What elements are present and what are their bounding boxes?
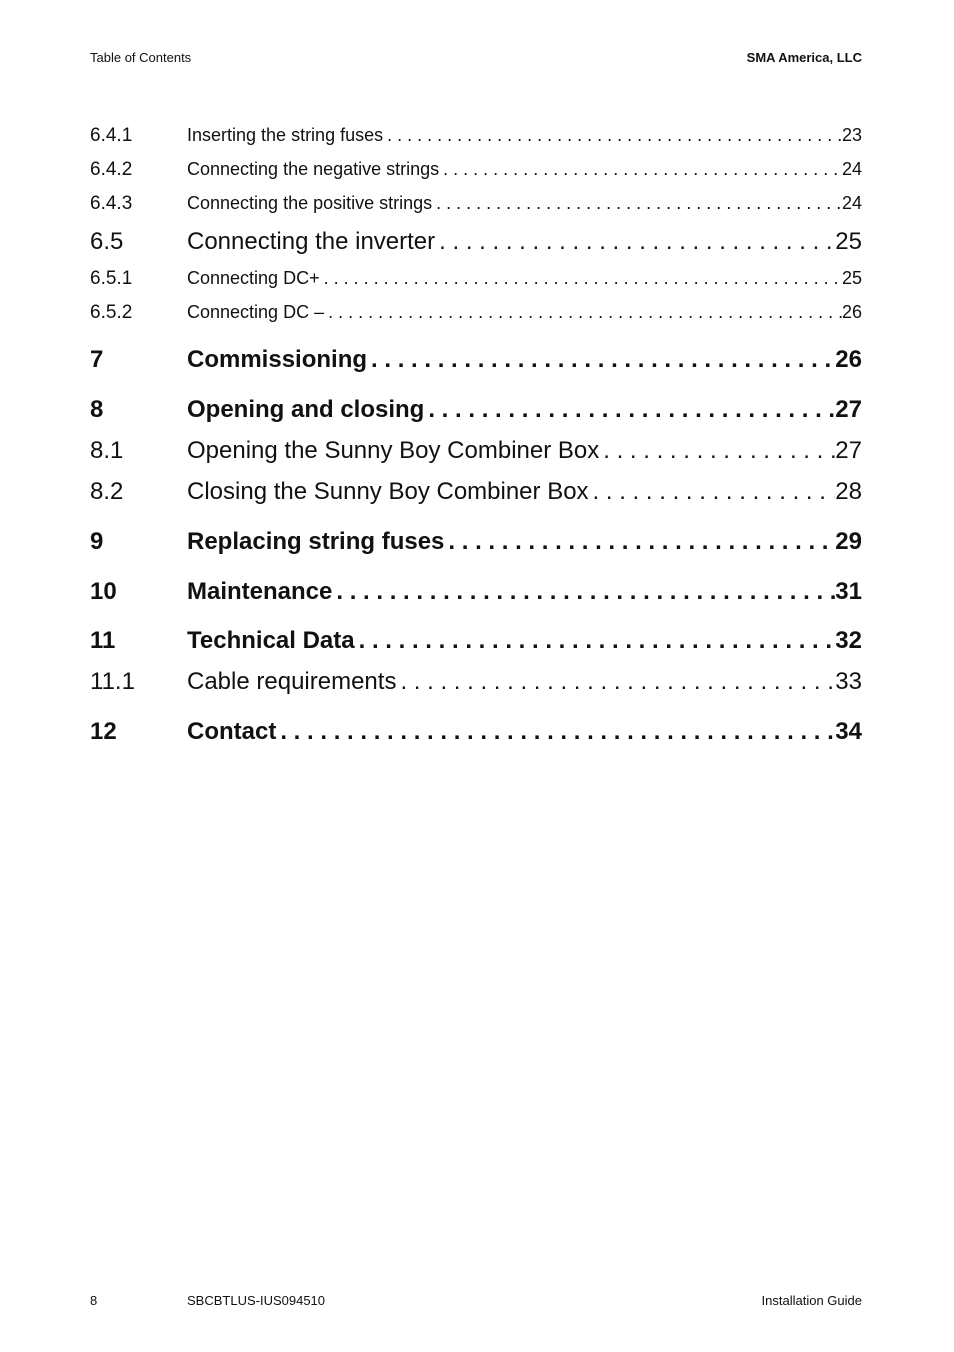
toc-entry-title: Connecting the inverter xyxy=(187,228,436,255)
toc-entry-page: 29 xyxy=(835,528,862,555)
running-header-section: Table of Contents xyxy=(90,50,192,65)
toc-entry[interactable] xyxy=(90,193,862,219)
toc-entry-page: 31 xyxy=(835,578,862,605)
toc-dot-leader xyxy=(324,302,842,323)
toc-entry-number: 9 xyxy=(90,528,104,555)
toc-entry-title: Inserting the string fuses xyxy=(187,125,384,145)
toc-dot-leader xyxy=(444,528,835,556)
toc-entry-page: 27 xyxy=(835,437,862,464)
toc-entry-title: Replacing string fuses xyxy=(187,528,445,555)
toc-dot-leader xyxy=(432,193,842,214)
toc-dot-leader xyxy=(589,478,836,506)
toc-entry-page: 26 xyxy=(835,346,862,373)
toc-entry-number: 8 xyxy=(90,396,104,423)
toc-dot-leader xyxy=(396,668,835,696)
toc-entry[interactable] xyxy=(90,528,862,560)
toc-entry[interactable] xyxy=(90,396,862,428)
toc-entry[interactable] xyxy=(90,437,862,469)
toc-entry[interactable] xyxy=(90,268,862,294)
toc-dot-leader xyxy=(320,268,842,289)
toc-entry-number: 6.5.2 xyxy=(90,302,133,323)
toc-entry-title: Cable requirements xyxy=(187,668,397,695)
toc-entry-number: 7 xyxy=(90,346,104,373)
toc-entry-title: Commissioning xyxy=(187,346,368,373)
toc-dot-leader xyxy=(383,125,842,146)
toc-entry-number: 11 xyxy=(90,627,116,654)
toc-entry[interactable] xyxy=(90,578,862,610)
toc-entry-title: Connecting the negative strings xyxy=(187,159,440,179)
running-header-company: SMA America, LLC xyxy=(746,50,862,65)
toc-entry-page: 34 xyxy=(835,718,862,745)
toc-entry-number: 8.2 xyxy=(90,478,124,505)
toc-dot-leader xyxy=(439,159,842,180)
toc-entry-title: Closing the Sunny Boy Combiner Box xyxy=(187,478,589,505)
toc-entry-title: Opening the Sunny Boy Combiner Box xyxy=(187,437,600,464)
toc-entry-number: 6.4.2 xyxy=(90,159,133,180)
toc-entry-page: 27 xyxy=(835,396,862,423)
toc-entry[interactable] xyxy=(90,346,862,378)
toc-entry-page: 25 xyxy=(835,228,862,255)
toc-entry-number: 6.4.3 xyxy=(90,193,133,214)
toc-dot-leader xyxy=(276,718,835,746)
toc-dot-leader xyxy=(424,396,835,424)
toc-entry-page: 32 xyxy=(835,627,862,654)
toc-entry[interactable] xyxy=(90,718,862,750)
toc-dot-leader xyxy=(355,627,836,655)
toc-dot-leader xyxy=(332,578,835,606)
footer-document-type: Installation Guide xyxy=(761,1293,862,1308)
toc-entry-title: Technical Data xyxy=(187,627,355,654)
toc-entry[interactable] xyxy=(90,159,862,185)
toc-entry[interactable] xyxy=(90,668,862,700)
toc-entry[interactable] xyxy=(90,478,862,510)
toc-entry[interactable] xyxy=(90,228,862,260)
toc-entry-title: Connecting the positive strings xyxy=(187,193,433,213)
toc-entry-title: Maintenance xyxy=(187,578,333,605)
toc-entry-title: Contact xyxy=(187,718,277,745)
toc-entry-title: Connecting DC+ xyxy=(187,268,320,288)
toc-entry-page: 28 xyxy=(835,478,862,505)
toc-entry-page: 24 xyxy=(841,159,862,179)
toc-entry-title: Connecting DC – xyxy=(187,302,325,322)
toc-entry-title: Opening and closing xyxy=(187,396,425,423)
toc-entry-number: 10 xyxy=(90,578,117,605)
toc-dot-leader xyxy=(599,437,835,465)
toc-entry-page: 24 xyxy=(841,193,862,213)
toc-dot-leader xyxy=(367,346,835,374)
toc-dot-leader xyxy=(435,228,835,256)
toc-entry-number: 12 xyxy=(90,718,117,745)
toc-entry-number: 6.5 xyxy=(90,228,124,255)
toc-entry-number: 11.1 xyxy=(90,668,135,695)
footer-page-number: 8 xyxy=(90,1293,98,1308)
footer-document-id: SBCBTLUS-IUS094510 xyxy=(187,1293,326,1308)
toc-entry-page: 23 xyxy=(841,125,862,145)
toc-entry-page: 26 xyxy=(841,302,862,322)
toc-entry-number: 6.5.1 xyxy=(90,268,133,289)
toc-entry[interactable] xyxy=(90,125,862,151)
toc-entry[interactable] xyxy=(90,302,862,328)
toc-entry-page: 25 xyxy=(841,268,862,288)
toc-entry-page: 33 xyxy=(835,668,862,695)
toc-entry-number: 8.1 xyxy=(90,437,124,464)
toc-entry[interactable] xyxy=(90,627,862,659)
toc-entry-number: 6.4.1 xyxy=(90,125,133,146)
